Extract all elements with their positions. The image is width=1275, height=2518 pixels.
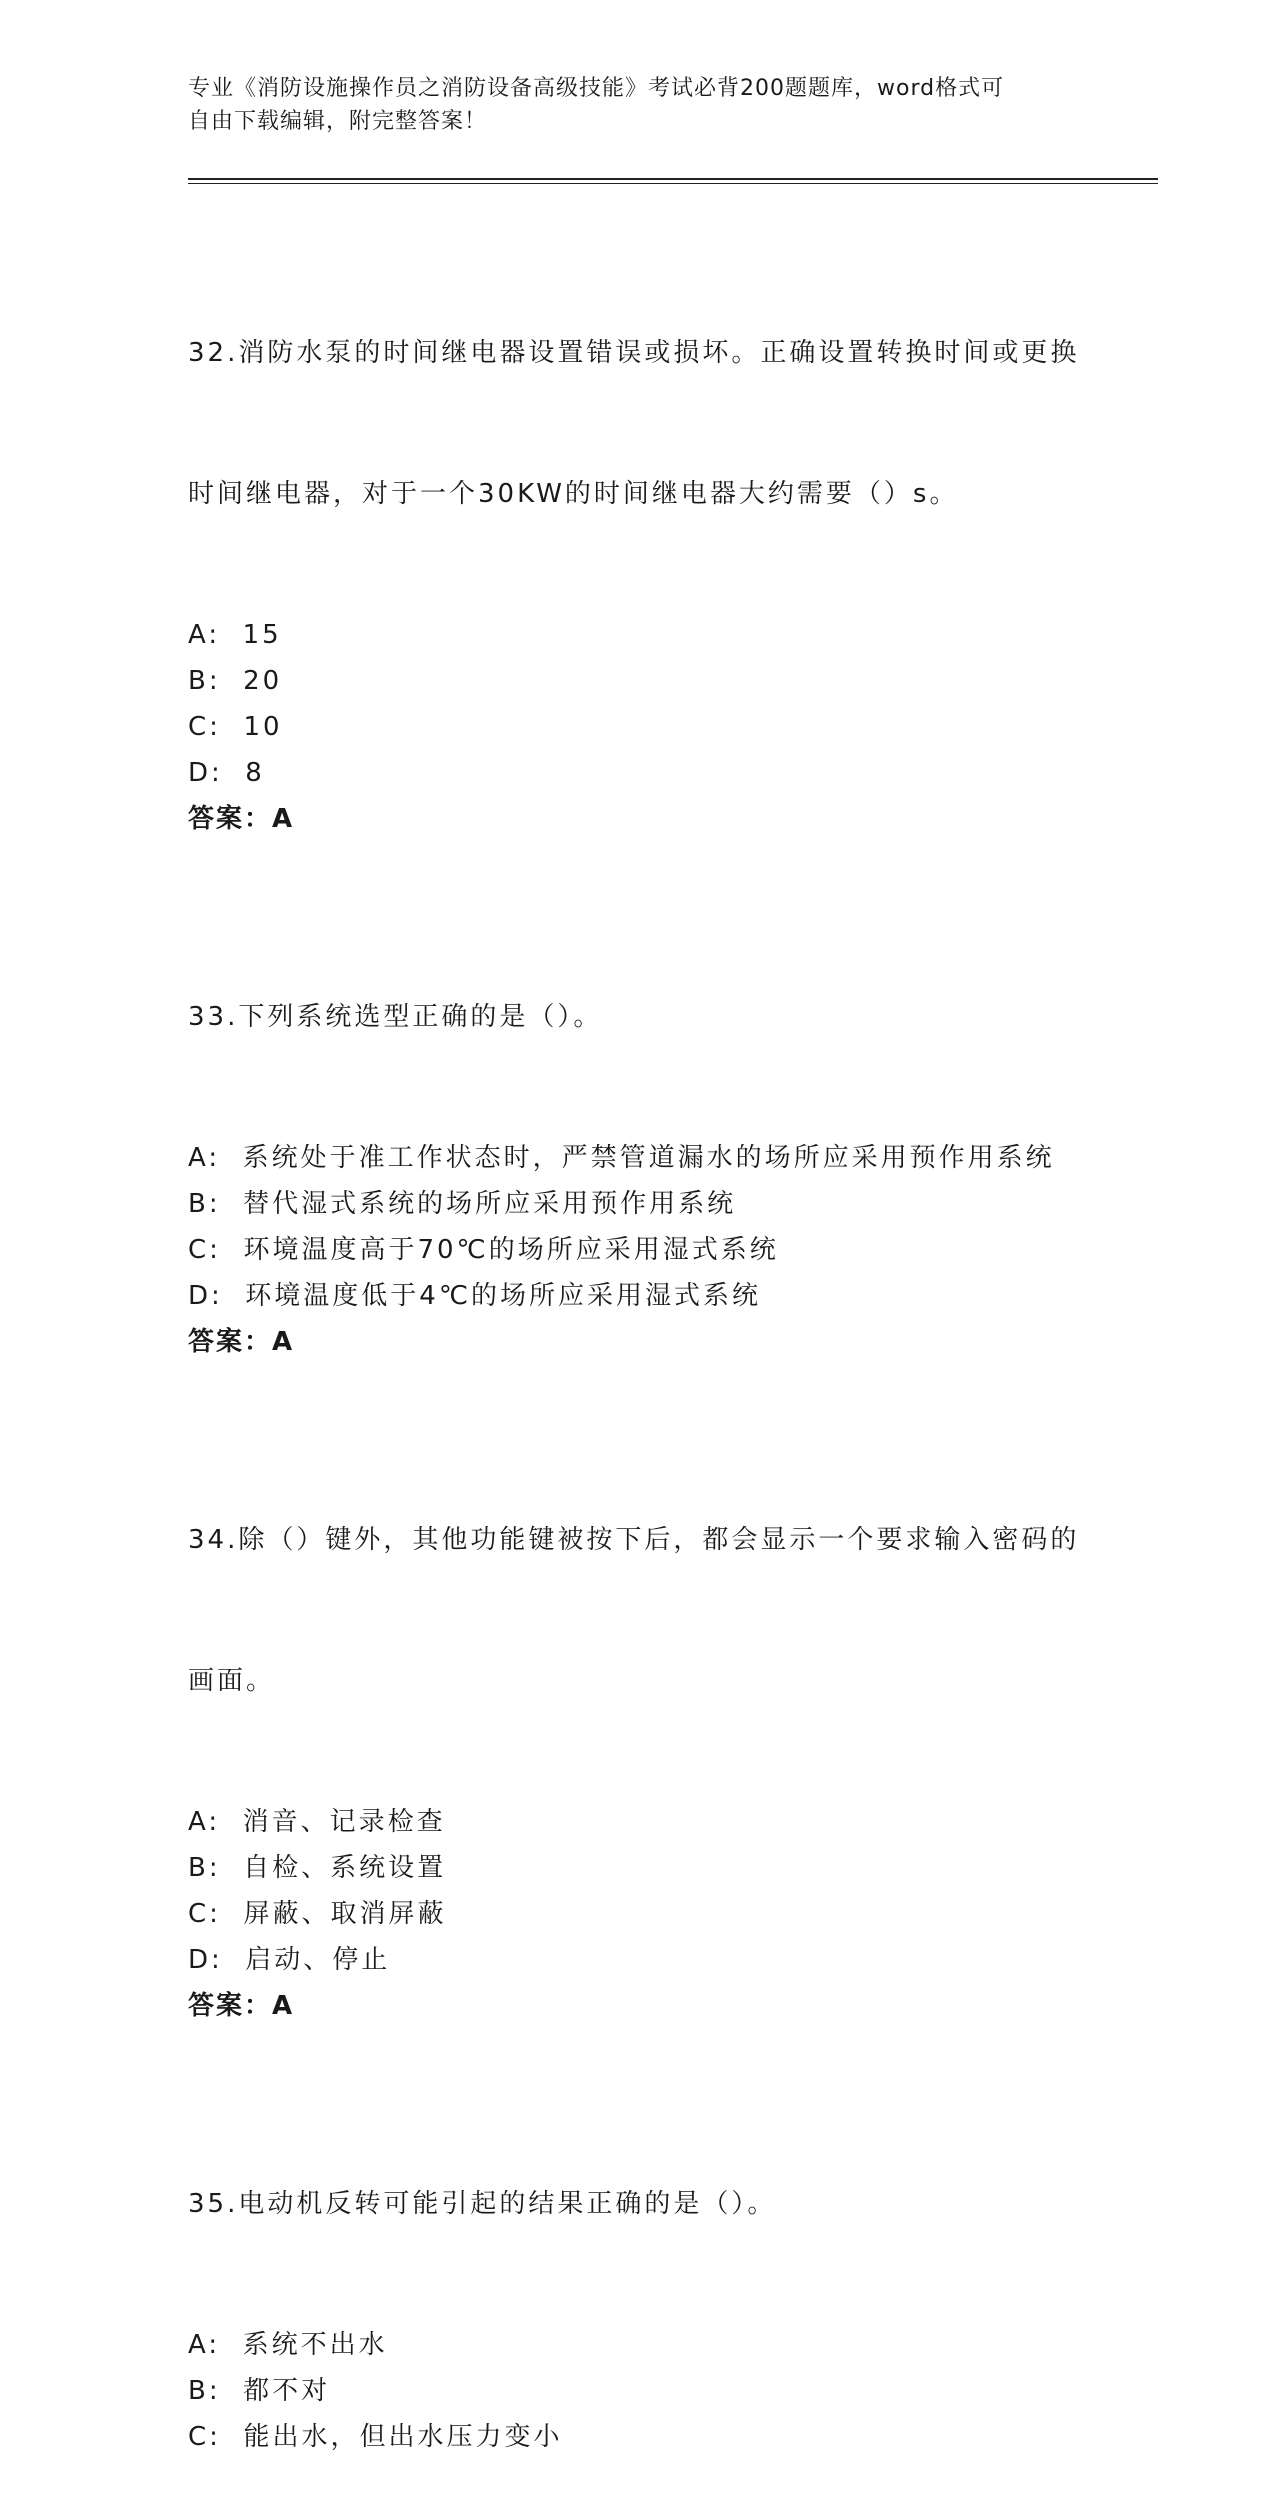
question-34 — [188, 1423, 1088, 2029]
question-list — [188, 236, 1088, 2518]
header-divider-thin — [188, 183, 1158, 184]
option-a: A: 系统处于准工作状态时，严禁管道漏水的场所应采用预作用系统 — [188, 1143, 1055, 1173]
question-stem-line-2: 时间继电器，对于一个30KW的时间继电器大约需要（）s。 — [188, 479, 959, 509]
option-c: C: 能出水，但出水压力变小 — [188, 2422, 563, 2452]
option-a: A: 消音、记录检查 — [188, 1807, 446, 1837]
option-d: D: 环境温度低于4℃的场所应采用湿式系统 — [188, 1281, 762, 1311]
option-b: B: 20 — [188, 666, 283, 696]
option-d: D: 启动、停止 — [188, 1945, 391, 1975]
option-a: A: 15 — [188, 620, 282, 650]
answer: 答案：A — [188, 1991, 295, 2021]
question-33 — [188, 900, 1088, 1365]
option-c: C: 屏蔽、取消屏蔽 — [188, 1899, 447, 1929]
question-stem — [188, 1423, 1088, 1799]
option-d: D: 8 — [188, 758, 265, 788]
header-line-1: 专业《消防设施操作员之消防设备高级技能》考试必背200题题库，word格式可 — [188, 76, 1005, 101]
question-stem — [188, 236, 1088, 612]
question-35 — [188, 2087, 1088, 2460]
document-header — [188, 72, 1068, 138]
question-stem — [188, 900, 1088, 1135]
option-a: A: 系统不出水 — [188, 2330, 388, 2360]
option-b: B: 自检、系统设置 — [188, 1853, 447, 1883]
header-line-2: 自由下载编辑，附完整答案！ — [188, 109, 488, 134]
question-stem-line-1: 33.下列系统选型正确的是（）。 — [188, 1002, 603, 1032]
answer: 答案：A — [188, 1327, 295, 1357]
header-divider — [188, 178, 1158, 180]
option-b: B: 替代湿式系统的场所应采用预作用系统 — [188, 1189, 737, 1219]
question-stem-line-2: 画面。 — [188, 1666, 276, 1696]
question-32 — [188, 236, 1088, 842]
option-b: B: 都不对 — [188, 2376, 331, 2406]
option-c: C: 10 — [188, 712, 283, 742]
question-stem-line-1: 32.消防水泵的时间继电器设置错误或损坏。正确设置转换时间或更换 — [188, 338, 1080, 368]
question-stem-line-1: 34.除（）键外，其他功能键被按下后，都会显示一个要求输入密码的 — [188, 1525, 1080, 1555]
question-stem — [188, 2087, 1088, 2322]
question-stem-line-1: 35.电动机反转可能引起的结果正确的是（）。 — [188, 2189, 777, 2219]
option-c: C: 环境温度高于70℃的场所应采用湿式系统 — [188, 1235, 779, 1265]
answer: 答案：A — [188, 804, 295, 834]
